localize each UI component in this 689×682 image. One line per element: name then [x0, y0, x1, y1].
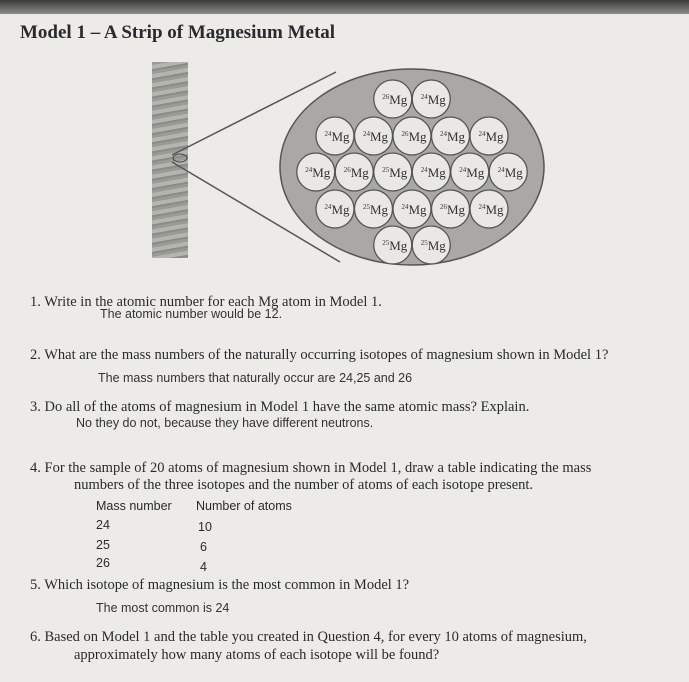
mg-atom-label: $^{24}$Mg: [305, 165, 331, 180]
mg-atom-label: $^{26}$Mg: [382, 92, 408, 107]
mg-atom-label: $^{24}$Mg: [324, 202, 350, 217]
question-5: 5. Which isotope of magnesium is the most common in Model 1?: [30, 577, 410, 593]
mg-atom-label: $^{24}$Mg: [420, 92, 446, 107]
question-2: 2. What are the mass numbers of the naturally occurring isotopes of magnesium shown in Model 1?: [30, 347, 609, 363]
cell: 25: [96, 538, 110, 552]
question-4-cont: numbers of the three isotopes and the number of atoms of each isotope present.: [74, 477, 534, 493]
cell: 4: [200, 560, 207, 574]
question-1: 1. Write in the atomic number for each Mg atom in Model 1.: [30, 294, 382, 310]
mg-atom-label: $^{24}$Mg: [497, 165, 523, 180]
mg-atom-label: $^{24}$Mg: [362, 129, 389, 144]
mg-atom-label: $^{24}$Mg: [459, 165, 485, 180]
header-mass-number: Mass number: [96, 499, 172, 513]
question-6-cont: approximately how many atoms of each isotope will be found?: [74, 647, 440, 663]
answer-2[interactable]: The mass numbers that naturally occur are 24,25 and 26: [98, 371, 413, 385]
mg-atom-label: $^{26}$Mg: [439, 202, 466, 217]
question-4: 4. For the sample of 20 atoms of magnesium shown in Model 1, draw a table indicating the mass: [30, 460, 592, 476]
mg-atom-label: $^{24}$Mg: [420, 165, 446, 180]
mg-atom-label: $^{24}$Mg: [478, 129, 504, 144]
mg-atom-label: $^{24}$Mg: [478, 202, 504, 217]
answer-5[interactable]: The most common is 24: [96, 601, 230, 615]
cell: 6: [200, 540, 207, 554]
mg-atom-label: $^{24}$Mg: [439, 129, 466, 144]
cell: 26: [96, 556, 110, 570]
answer-3[interactable]: No they do not, because they have different neutrons.: [76, 416, 374, 430]
question-3: 3. Do all of the atoms of magnesium in Model 1 have the same atomic mass? Explain.: [30, 399, 530, 415]
mg-atom-label: $^{25}$Mg: [362, 202, 389, 217]
mg-atom-label: $^{26}$Mg: [401, 129, 427, 144]
mg-atom-label: $^{25}$Mg: [420, 238, 446, 253]
cell: 10: [198, 520, 212, 534]
cell: 24: [96, 518, 110, 532]
header-number-of-atoms: Number of atoms: [196, 499, 292, 513]
model-title: Model 1 – A Strip of Magnesium Metal: [20, 22, 336, 43]
mg-atom-label: $^{24}$Mg: [401, 202, 427, 217]
question-6: 6. Based on Model 1 and the table you created in Question 4, for every 10 atoms of magnesium,: [30, 629, 587, 645]
mg-atom-label: $^{25}$Mg: [382, 238, 408, 253]
mg-atom-label: $^{25}$Mg: [382, 165, 408, 180]
mg-atom-label: $^{26}$Mg: [343, 165, 369, 180]
mg-atom-label: $^{24}$Mg: [324, 129, 350, 144]
answer-1[interactable]: The atomic number would be 12.: [100, 307, 283, 321]
